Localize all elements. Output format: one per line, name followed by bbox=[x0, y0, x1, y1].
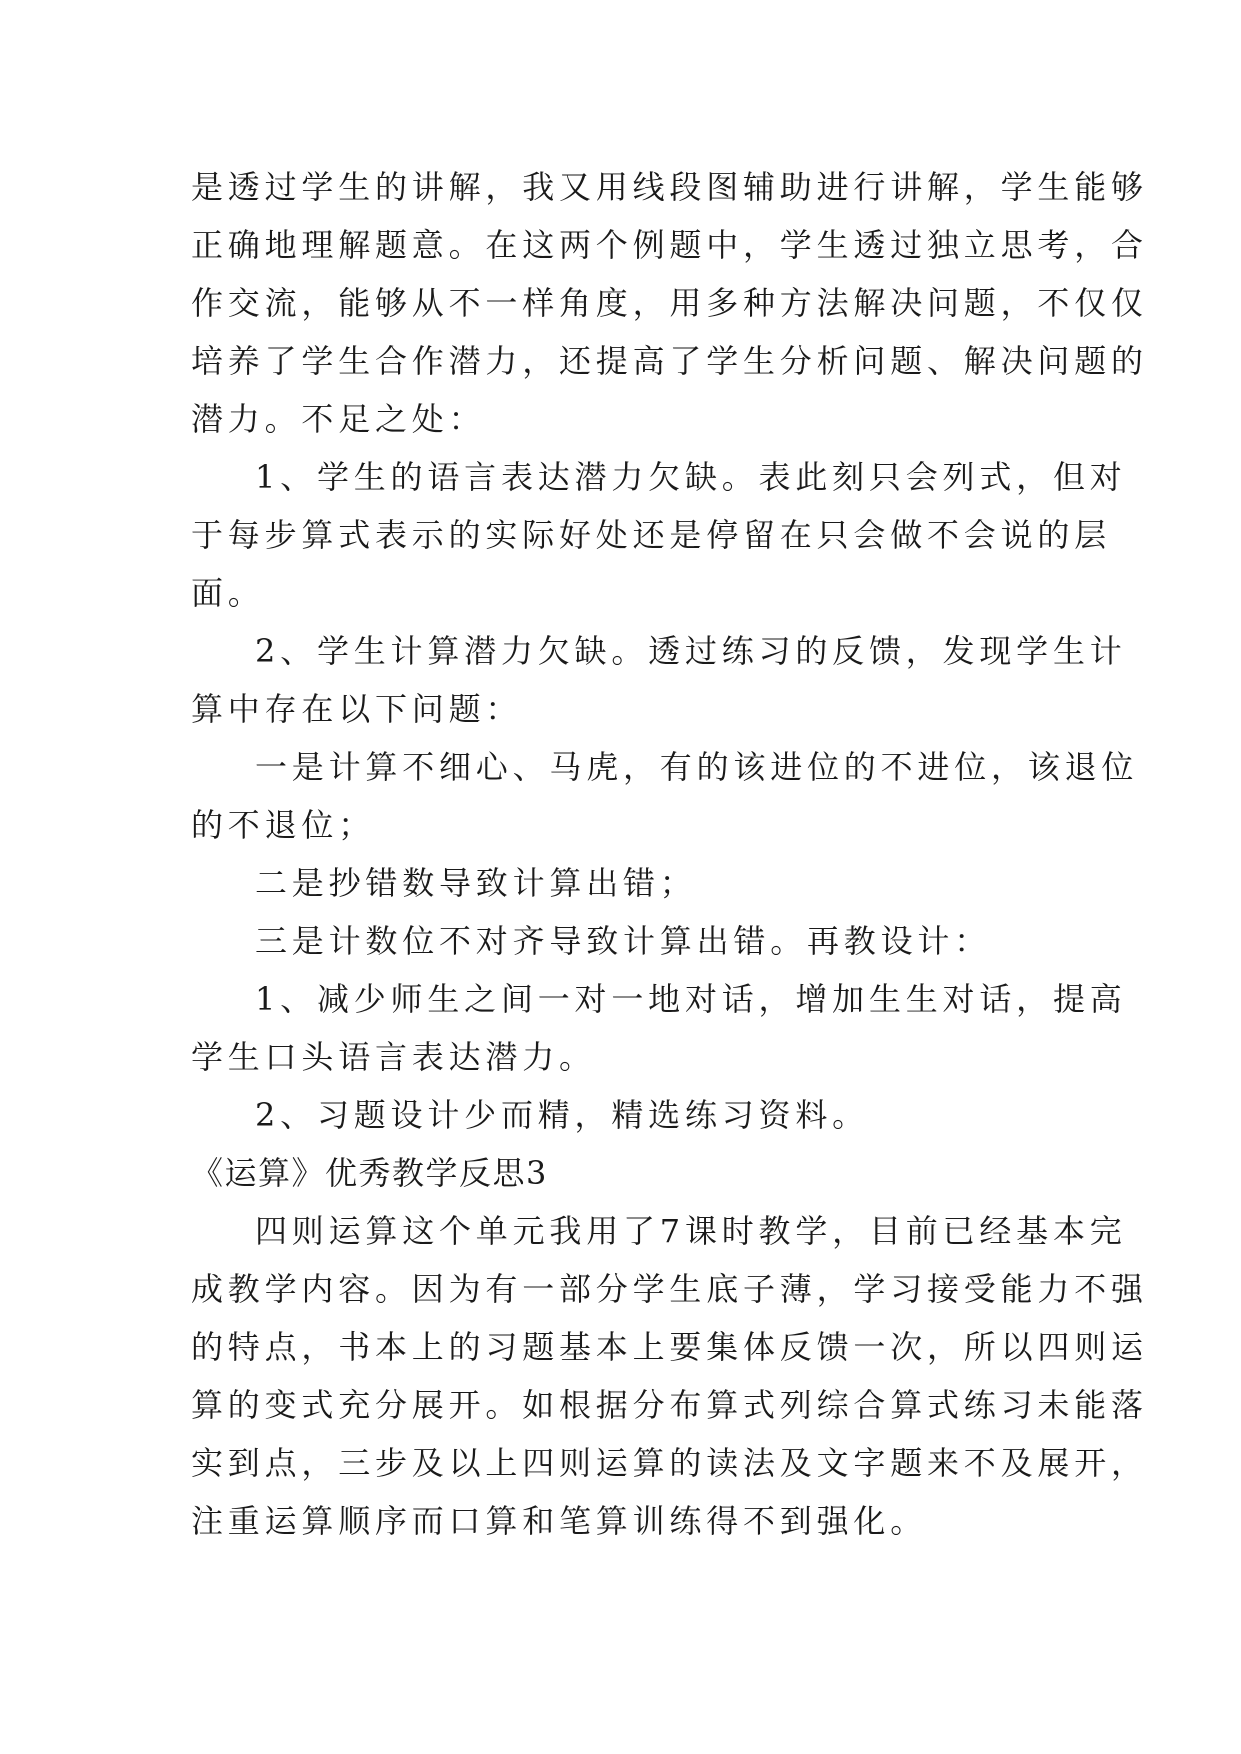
text-line-11: 一是计算不细心、马虎，有的该进位的不进位，该退位 bbox=[255, 748, 1139, 786]
text-line-13: 二是抄错数导致计算出错； bbox=[255, 864, 697, 902]
text-line-12: 的不退位； bbox=[191, 806, 376, 844]
text-line-8: 面。 bbox=[191, 574, 265, 612]
text-line-20: 成教学内容。因为有一部分学生底子薄，学习接受能力不强 bbox=[191, 1270, 1148, 1308]
text-line-15: 1、减少师生之间一对一地对话，增加生生对话，提高 bbox=[255, 980, 1127, 1018]
text-line-21: 的特点，书本上的习题基本上要集体反馈一次，所以四则运 bbox=[191, 1328, 1148, 1366]
text-line-16: 学生口头语言表达潜力。 bbox=[191, 1038, 596, 1076]
text-line-4: 培养了学生合作潜力，还提高了学生分析问题、解决问题的 bbox=[191, 342, 1148, 380]
text-line-2: 正确地理解题意。在这两个例题中，学生透过独立思考，合 bbox=[191, 226, 1148, 264]
text-line-24: 注重运算顺序而口算和笔算训练得不到强化。 bbox=[191, 1502, 928, 1540]
text-line-22: 算的变式充分展开。如根据分布算式列综合算式练习未能落 bbox=[191, 1386, 1148, 1424]
text-line-6: 1、学生的语言表达潜力欠缺。表此刻只会列式，但对 bbox=[255, 458, 1127, 496]
text-line-3: 作交流，能够从不一样角度，用多种方法解决问题，不仅仅 bbox=[191, 284, 1148, 322]
text-line-5: 潜力。不足之处： bbox=[191, 400, 486, 438]
document-body bbox=[191, 158, 1148, 1550]
text-line-14: 三是计数位不对齐导致计算出错。再教设计： bbox=[255, 922, 992, 960]
text-line-23: 实到点，三步及以上四则运算的读法及文字题来不及展开， bbox=[191, 1444, 1148, 1482]
text-line-19: 四则运算这个单元我用了7课时教学，目前已经基本完 bbox=[255, 1212, 1127, 1250]
text-line-7: 于每步算式表示的实际好处还是停留在只会做不会说的层 bbox=[191, 516, 1112, 554]
text-line-1: 是透过学生的讲解，我又用线段图辅助进行讲解，学生能够 bbox=[191, 168, 1148, 206]
text-line-17: 2、习题设计少而精，精选练习资料。 bbox=[255, 1096, 869, 1134]
section-heading: 《运算》优秀教学反思3 bbox=[191, 1154, 548, 1192]
text-line-10: 算中存在以下问题： bbox=[191, 690, 523, 728]
text-line-9: 2、学生计算潜力欠缺。透过练习的反馈，发现学生计 bbox=[255, 632, 1127, 670]
